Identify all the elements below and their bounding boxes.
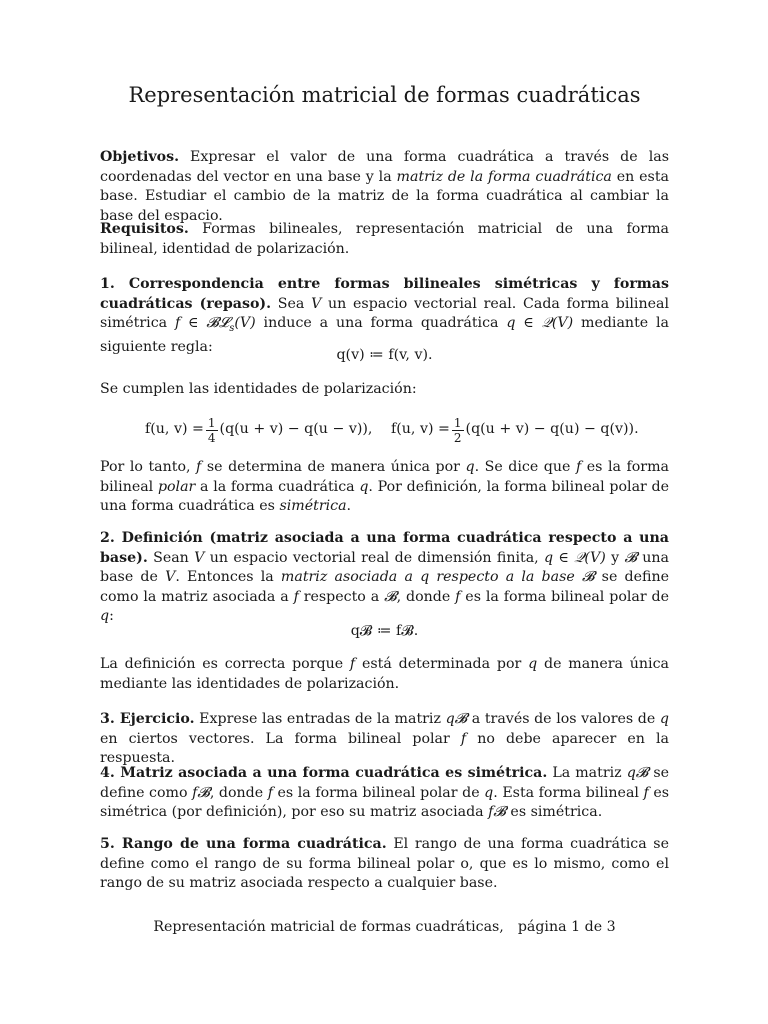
emphasis: polar <box>157 478 196 495</box>
polarization-eq-left <box>145 410 372 450</box>
s1-math-sub: s <box>229 322 235 334</box>
math: q <box>100 608 110 624</box>
math: q <box>359 478 369 495</box>
math: V <box>194 549 205 566</box>
math: 𝓑 <box>384 588 397 605</box>
fraction-num: 1 <box>207 415 216 430</box>
text: de manera única mediante las identidades de polarización. <box>100 656 669 692</box>
definition-correct-paragraph <box>100 655 669 694</box>
text: se define como la matriz asociada a <box>100 569 670 605</box>
fraction-den: 2 <box>453 430 462 445</box>
s1-text: induce a una forma quadrática <box>255 315 507 331</box>
text: un espacio vectorial real de dimensión finita, <box>204 549 545 566</box>
eq-right-rhs: (q(u + v) − q(u) − q(v)). <box>465 421 639 438</box>
section-2-label: 2. Definición (matriz asociada a una forma cuadrática respecto a una base). <box>100 530 669 566</box>
page-footer <box>100 918 669 938</box>
eq-right-lhs: f(u, v) = <box>391 421 450 438</box>
text: Exprese las entradas de la matriz <box>194 711 446 727</box>
text: una base de <box>100 549 670 585</box>
text: es la forma bilineal <box>100 459 669 495</box>
text: no debe aparecer en la respuesta. <box>100 730 669 766</box>
text: Por lo tanto, <box>100 459 197 475</box>
math: q ∈ 𝒬(V) <box>544 549 606 566</box>
text: es simétrica. <box>505 804 603 820</box>
text: se determina de manera única por <box>201 459 466 475</box>
text: . Por definición, la forma bilineal polar de una forma cuadrática es <box>100 478 670 514</box>
text: , donde <box>396 588 456 605</box>
objetivos-paragraph <box>100 148 669 226</box>
math: f <box>460 730 467 747</box>
objetivos-text-end: en esta base. Estudiar el cambio de la matriz de la forma cuadrática al cambiar la base del espacio. <box>100 168 669 224</box>
math: f𝓑 <box>192 784 210 801</box>
math: f <box>293 588 299 605</box>
polarization-intro: Se cumplen las identidades de polarización: <box>100 381 417 397</box>
text: respecto a <box>298 588 385 605</box>
page-title: Representación matricial de formas cuadráticas <box>128 83 641 107</box>
math: 𝓑 <box>574 569 595 585</box>
polarization-equations <box>100 410 669 450</box>
section-1-label: 1. Correspondencia entre formas bilineales simétricas y formas cuadráticas (repaso). <box>100 276 669 312</box>
math: q <box>659 711 669 727</box>
section-3-paragraph <box>100 710 669 769</box>
footer-title: Representación matricial de formas cuadráticas, <box>153 919 504 935</box>
text: . Entonces la <box>175 569 281 585</box>
emphasis: matriz asociada a q respecto a la base <box>280 569 575 585</box>
text: : <box>109 608 114 624</box>
text: El rango de una forma cuadrática se define como el rango de su forma bilineal polar o, que es lo mismo, como el rango de su matriz asociada respecto a cualquier base. <box>100 836 669 891</box>
text: La definición es correcta porque <box>100 656 350 672</box>
text: se define como <box>100 765 670 801</box>
text: es simétrica (por definición), por eso su matriz asociada <box>100 784 669 820</box>
math: V <box>165 569 176 585</box>
s1-math: q ∈ 𝒬(V) <box>506 315 574 331</box>
s1-math: f ∈ 𝓑𝓛 <box>174 315 230 331</box>
text: . Esta forma bilineal <box>493 784 644 801</box>
polarization-eq-right <box>391 410 639 450</box>
fraction-half <box>452 416 464 445</box>
requisitos-paragraph <box>100 220 669 259</box>
math: 𝓑 <box>624 549 637 566</box>
math: q𝓑 <box>626 765 649 781</box>
eq-left-rhs: (q(u + v) − q(u − v)), <box>219 421 373 438</box>
fraction-quarter <box>206 416 218 445</box>
text: a través de los valores de <box>467 711 660 727</box>
math: f <box>267 784 273 801</box>
section-3-label: 3. Ejercicio. <box>100 711 195 727</box>
objetivos-emphasis: matriz de la forma cuadrática <box>396 168 612 185</box>
polar-form-paragraph <box>100 458 669 517</box>
text: . <box>346 498 352 514</box>
section-2-paragraph <box>100 529 669 627</box>
s1-text: mediante la siguiente regla: <box>100 315 670 356</box>
text: Sean <box>147 549 195 566</box>
math: q𝓑 <box>445 711 468 727</box>
objetivos-text: Expresar el valor de una forma cuadrática a través de las coordenadas del vector en una base y la <box>100 149 669 185</box>
math: f <box>196 459 202 475</box>
section-5-paragraph <box>100 835 669 894</box>
math: q <box>528 656 538 672</box>
footer-page-number: página 1 de 3 <box>517 919 616 935</box>
requisitos-label: Requisitos. <box>100 221 189 237</box>
math: f𝓑 <box>488 804 506 820</box>
text: está determinada por <box>355 656 529 672</box>
text: La matriz <box>547 765 627 781</box>
text: a la forma cuadrática <box>195 478 360 495</box>
math: q <box>465 459 475 475</box>
section-5-label: 5. Rango de una forma cuadrática. <box>100 836 387 852</box>
text: , donde <box>209 784 268 801</box>
emphasis: simétrica <box>279 498 347 514</box>
equation-q-def: q(v) ≔ f(v, v). <box>336 347 433 363</box>
s1-math: V <box>311 295 322 312</box>
text: . Se dice que <box>474 459 576 475</box>
fraction-den: 4 <box>207 430 216 445</box>
section-4-label: 4. Matriz asociada a una forma cuadrática es simétrica. <box>100 765 548 781</box>
math: f <box>455 588 461 605</box>
equation-qB-def: q𝓑 ≔ f𝓑. <box>350 623 419 639</box>
math: q <box>484 784 494 801</box>
s1-text: Sea <box>271 295 312 312</box>
math: f <box>575 459 582 475</box>
math: f <box>349 656 356 672</box>
text: es la forma bilineal polar de <box>272 784 485 801</box>
s1-text: un espacio vectorial real. Cada forma bilineal simétrica <box>100 295 669 331</box>
text: y <box>605 549 625 566</box>
section-4-paragraph <box>100 764 669 823</box>
eq-left-lhs: f(u, v) = <box>145 421 204 438</box>
text: en ciertos vectores. La forma bilineal polar <box>100 730 461 747</box>
requisitos-text: Formas bilineales, representación matricial de una forma bilineal, identidad de polarización. <box>100 221 669 257</box>
objetivos-label: Objetivos. <box>100 149 180 165</box>
s1-math: (V) <box>234 315 256 331</box>
fraction-num: 1 <box>453 415 462 430</box>
text: es la forma bilineal polar de <box>460 588 670 605</box>
math: f <box>643 784 649 801</box>
